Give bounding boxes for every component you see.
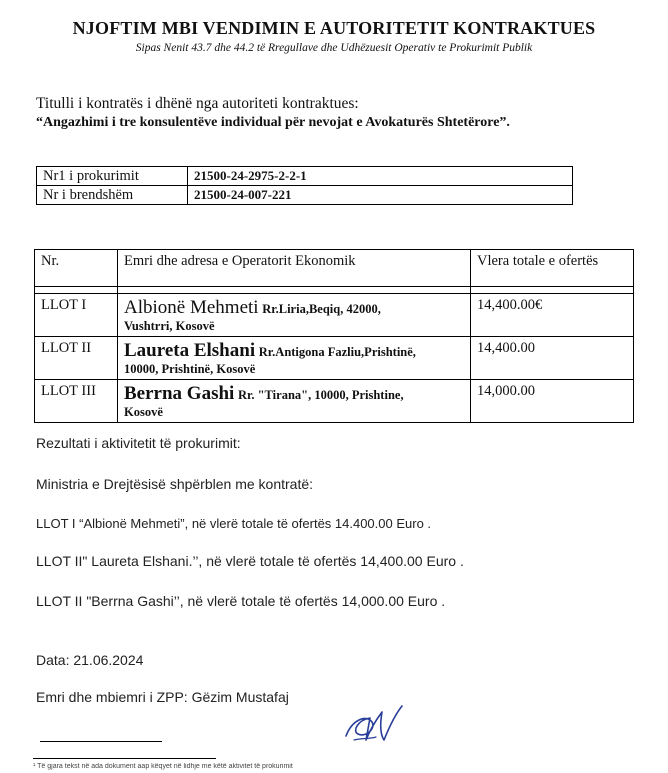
award-line-2: LLOT II" Laureta Elshani.’’, në vlerë totale të ofertës 14,400.00 Euro . <box>36 553 464 569</box>
operator-cell <box>118 294 471 337</box>
notice-title: NJOFTIM MBI VENDIMIN E AUTORITETIT KONTRAKTUES <box>72 18 596 38</box>
table-row <box>35 337 634 380</box>
footnote-divider <box>33 758 216 759</box>
operator-address: Rr. "Tirana", 10000, Prishtine, <box>237 388 404 402</box>
operator-address: Rr.Antigona Fazliu,Prishtinë, <box>258 345 416 359</box>
footnote: ¹ Të gjara tekst në ada dokument aap këqyet në lidhje me këtë aktivitet të prokurimit <box>33 763 293 770</box>
column-header-operator: Emri dhe adresa e Operatorit Ekonomik <box>118 250 471 287</box>
ministry-statement: Ministria e Drejtësisë shpërblen me kontratë: <box>36 476 314 492</box>
notice-subtitle: Sipas Nenit 43.7 dhe 44.2 të Rregullave dhe Udhëzuesit Operativ te Prokurimit Publik <box>135 42 533 54</box>
internal-number-label: Nr i brendshëm <box>37 186 188 205</box>
operator-address-line2: 10000, Prishtinë, Kosovë <box>124 362 256 376</box>
operator-name: Berrna Gashi <box>124 383 235 404</box>
offer-value: 14,400.00 <box>471 337 634 380</box>
table-row <box>35 380 634 423</box>
procurement-number-value: 21500-24-2975-2-2-1 <box>188 167 573 186</box>
internal-number-value: 21500-24-007-221 <box>188 186 573 205</box>
operator-name: Albionë Mehmeti <box>124 297 259 318</box>
column-header-total-value: Vlera totale e ofertës <box>471 250 634 287</box>
economic-operators-table <box>34 249 634 423</box>
offer-value: 14,000.00 <box>471 380 634 423</box>
contract-title: “Angazhimi i tre konsulentëve individual për nevojat e Avokaturës Shtetërore”. <box>36 115 510 130</box>
lot-number: LLOT II <box>35 337 118 380</box>
procurement-number-label: Nr1 i prokurimit <box>37 167 188 186</box>
procurement-officer-name: Emri dhe mbiemri i ZPP: Gëzim Mustafaj <box>36 689 289 705</box>
award-line-1: LLOT I “Albionë Mehmeti”, në vlerë totale të ofertës 14.400.00 Euro . <box>36 516 432 531</box>
award-line-3: LLOT II "Berrna Gashi’’, në vlerë totale të ofertës 14,000.00 Euro . <box>36 593 446 609</box>
table-row <box>35 294 634 337</box>
operator-address-line2: Vushtrri, Kosovë <box>124 319 215 333</box>
table-row <box>37 167 573 186</box>
decision-date: Data: 21.06.2024 <box>36 652 144 668</box>
lot-number: LLOT III <box>35 380 118 423</box>
procurement-reference-table <box>36 166 573 205</box>
lot-number: LLOT I <box>35 294 118 337</box>
result-heading: Rezultati i aktivitetit të prokurimit: <box>36 435 241 451</box>
table-row <box>37 186 573 205</box>
offer-value: 14,400.00€ <box>471 294 634 337</box>
table-spacer-row <box>35 287 634 294</box>
table-header-row <box>35 250 634 287</box>
operator-address-line2: Kosovë <box>124 405 163 419</box>
operator-cell <box>118 337 471 380</box>
signature-line <box>40 741 162 742</box>
operator-name: Laureta Elshani <box>124 340 256 361</box>
operator-cell <box>118 380 471 423</box>
contract-title-label: Titulli i kontratës i dhënë nga autoriteti kontraktues: <box>36 95 359 112</box>
signature-image <box>336 700 416 750</box>
operator-address: Rr.Liria,Beqiq, 42000, <box>262 302 381 316</box>
column-header-number: Nr. <box>35 250 118 287</box>
